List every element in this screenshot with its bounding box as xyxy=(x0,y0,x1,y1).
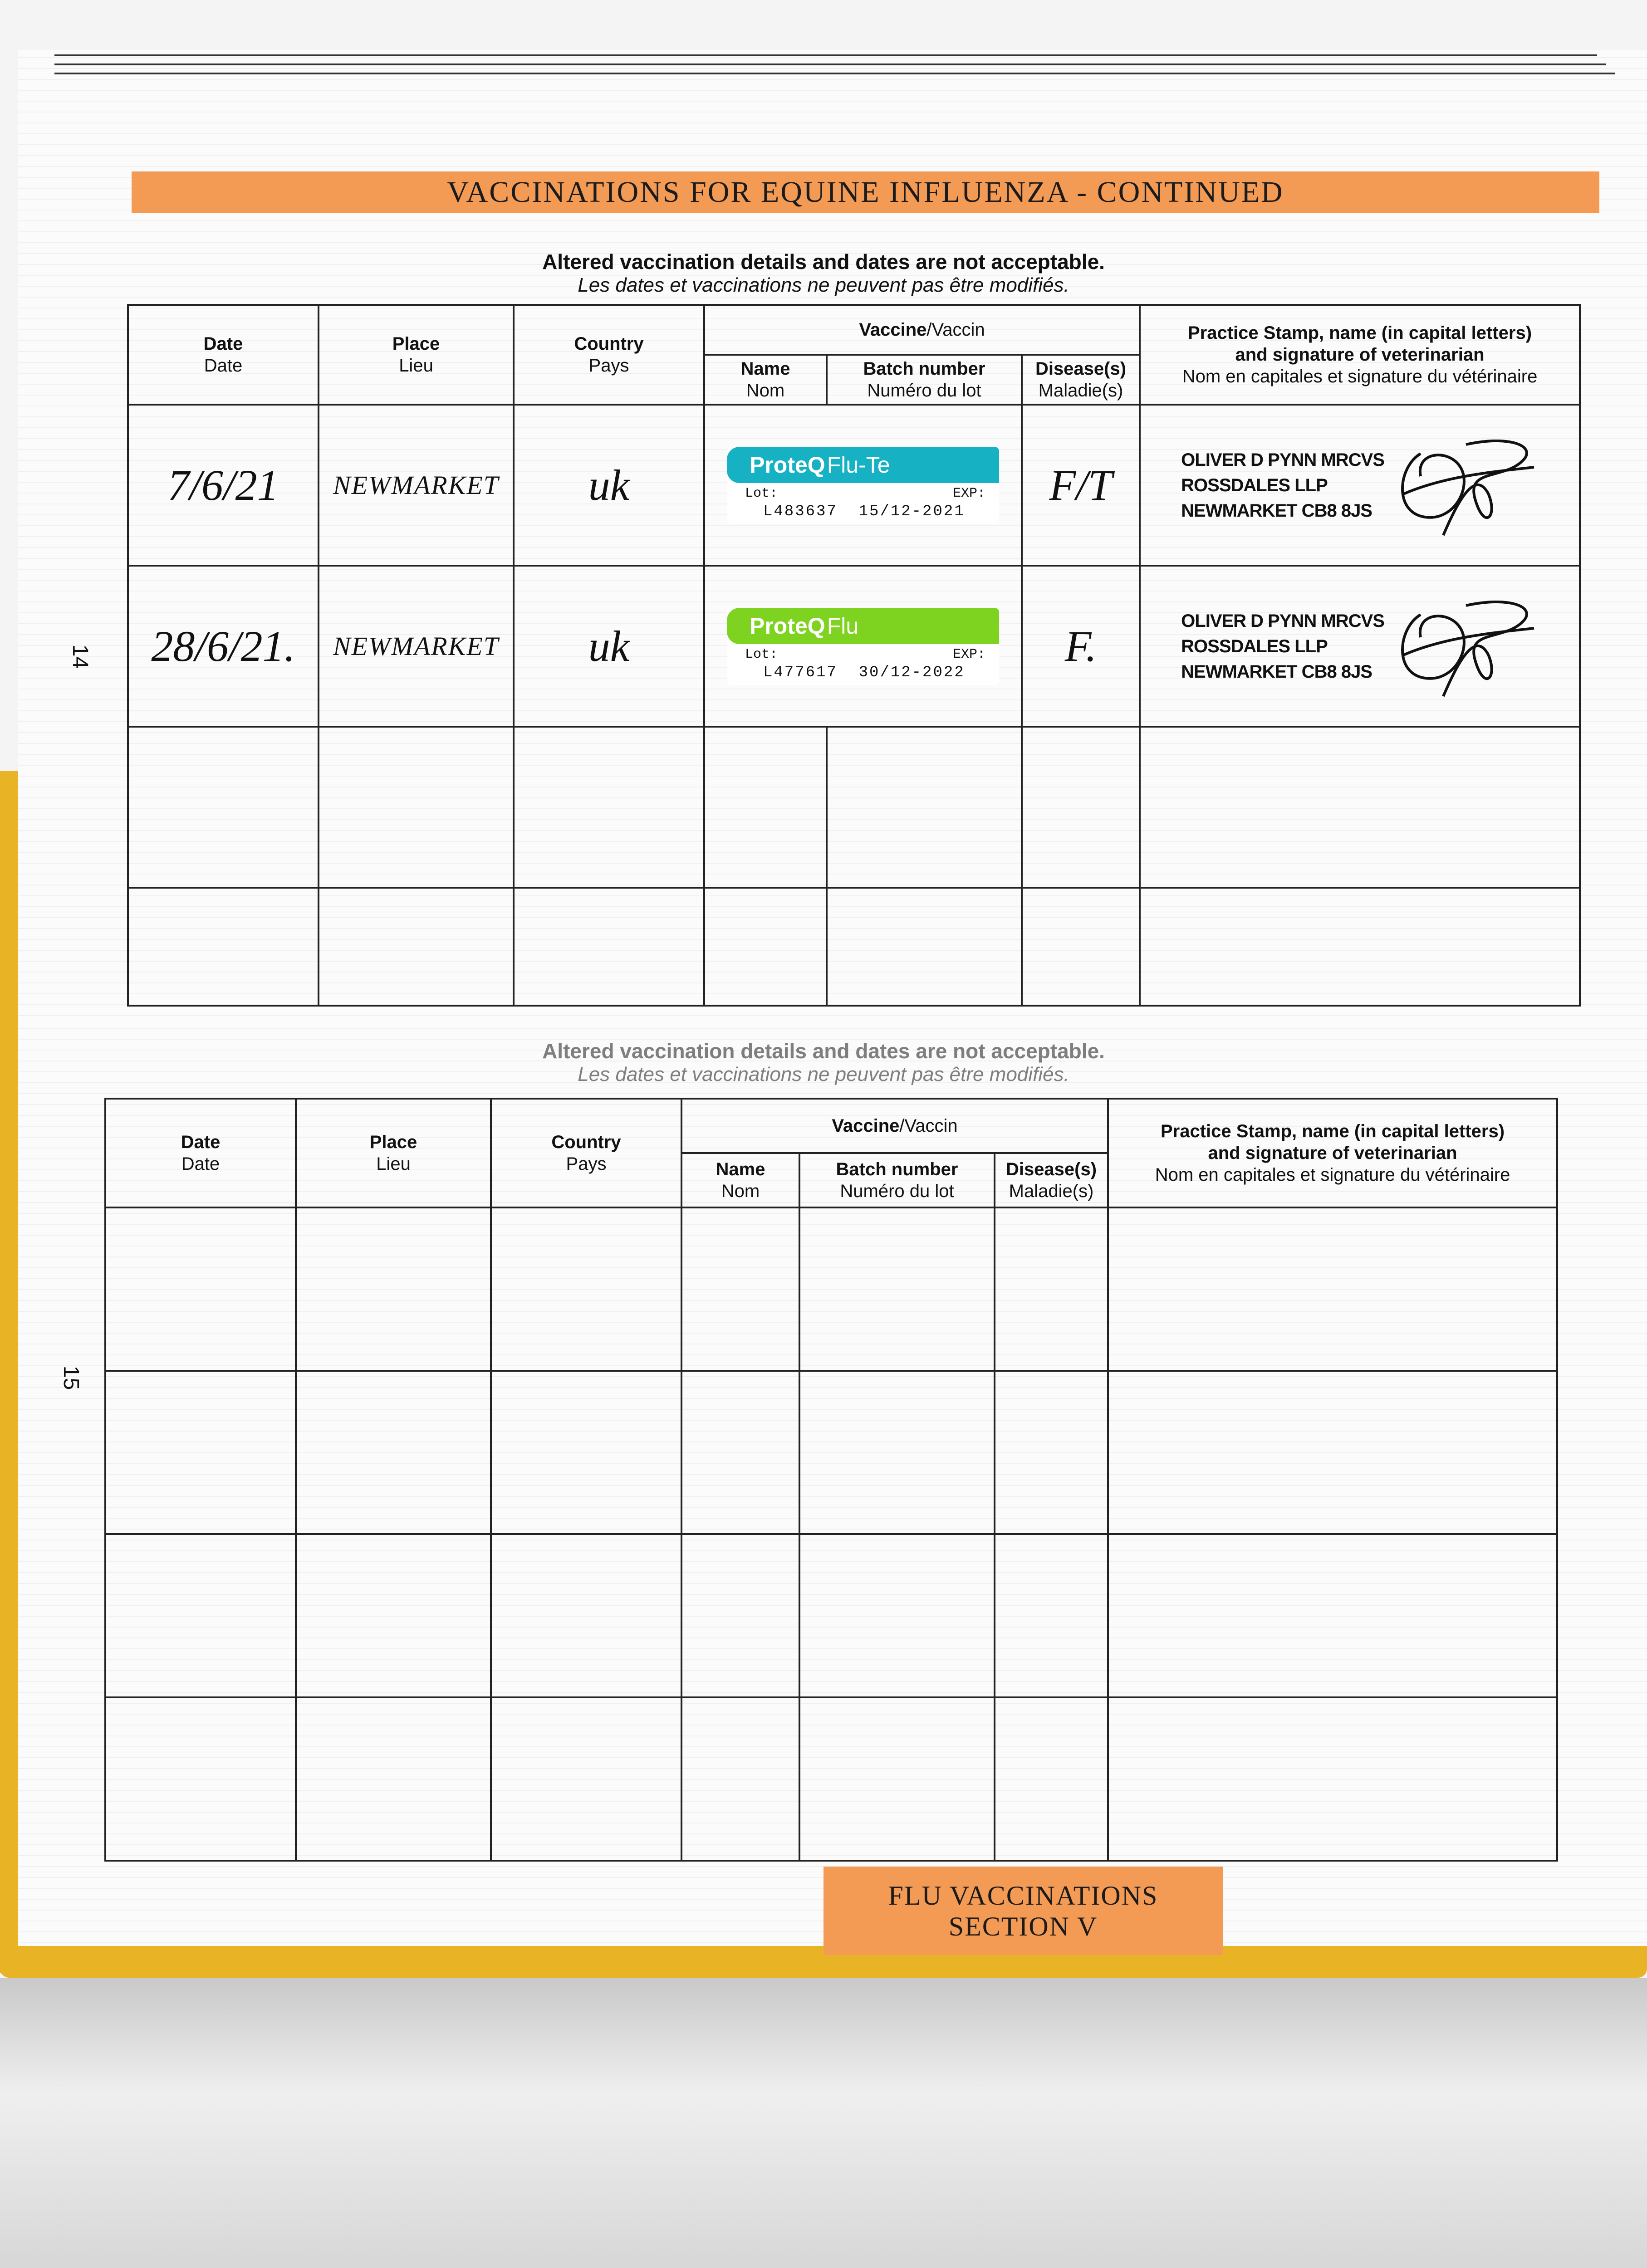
section-footer xyxy=(824,1867,1223,1955)
sticker-brand-strip: ProteQ Flu xyxy=(727,608,999,644)
header-vaccine: Vaccine/Vaccin xyxy=(681,1099,1108,1153)
disease-cell: F. xyxy=(1022,566,1140,727)
table-row-empty xyxy=(105,1207,1557,1371)
header-name: Name Nom xyxy=(681,1153,799,1207)
section-banner xyxy=(132,171,1599,213)
table-row xyxy=(128,405,1580,566)
sticker-brand-strip: ProteQ Flu-Te xyxy=(727,447,999,483)
batch-exp: 30/12-2022 xyxy=(858,664,965,681)
page-number-14: 14 xyxy=(68,644,93,669)
vet-stamp: OLIVER D PYNN MRCVS ROSSDALES LLP NEWMARKET CB8 8JS xyxy=(1181,611,1384,682)
notice-top xyxy=(0,249,1647,297)
sticker-meta: Lot: EXP: L483637 15/12-2021 xyxy=(745,485,985,520)
place-cell: NEWMARKET xyxy=(319,566,514,727)
table-row-empty xyxy=(128,888,1580,1006)
notice-english: Altered vaccination details and dates are not acceptable. xyxy=(542,250,1105,274)
batch-exp: 15/12-2021 xyxy=(858,503,965,520)
country-cell: uk xyxy=(514,405,704,566)
page-number-15: 15 xyxy=(59,1365,83,1390)
vaccination-table-bottom xyxy=(104,1098,1558,1862)
batch-lot: L477617 xyxy=(763,664,838,681)
table-row-empty xyxy=(105,1534,1557,1697)
batch-lot: L483637 xyxy=(763,503,838,520)
notice-english: Altered vaccination details and dates are not acceptable. xyxy=(542,1039,1105,1063)
header-batch: Batch number Numéro du lot xyxy=(827,355,1022,405)
table-row-empty xyxy=(105,1697,1557,1861)
notice-french: Les dates et vaccinations ne peuvent pas être modifiés. xyxy=(578,274,1069,296)
header-country: Country Pays xyxy=(514,305,704,405)
notice-bottom xyxy=(0,1039,1647,1086)
vet-signature xyxy=(1389,426,1539,544)
footer-line-1: FLU VACCINATIONS xyxy=(888,1880,1158,1911)
header-disease: Disease(s) Maladie(s) xyxy=(995,1153,1108,1207)
header-stamp: Practice Stamp, name (in capital letters) and signature of veterinarian Nom en capitales et signature du vétérinaire xyxy=(1108,1099,1557,1207)
stamp-cell xyxy=(1140,405,1580,566)
vet-signature xyxy=(1389,587,1539,705)
section-title: VACCINATIONS FOR EQUINE INFLUENZA - CONTINUED xyxy=(447,176,1284,209)
vaccine-sticker xyxy=(727,447,999,524)
header-place: Place Lieu xyxy=(296,1099,491,1207)
header-disease: Disease(s) Maladie(s) xyxy=(1022,355,1140,405)
header-place: Place Lieu xyxy=(319,305,514,405)
header-stamp: Practice Stamp, name (in capital letters) and signature of veterinarian Nom en capitales et signature du vétérinaire xyxy=(1140,305,1580,405)
vet-stamp: OLIVER D PYNN MRCVS ROSSDALES LLP NEWMARKET CB8 8JS xyxy=(1181,450,1384,521)
table-row-empty xyxy=(105,1371,1557,1534)
binding-line xyxy=(54,73,1615,74)
header-name: Name Nom xyxy=(704,355,827,405)
header-date: Date Date xyxy=(128,305,319,405)
vaccination-table-top xyxy=(127,304,1581,1007)
stamp-cell xyxy=(1140,566,1580,727)
sticker-meta: Lot: EXP: L477617 30/12-2022 xyxy=(745,646,985,681)
date-cell: 28/6/21. xyxy=(128,566,319,727)
date-cell: 7/6/21 xyxy=(128,405,319,566)
header-country: Country Pays xyxy=(491,1099,681,1207)
vaccine-label-cell xyxy=(704,405,1022,566)
table-row xyxy=(128,566,1580,727)
footer-line-2: SECTION V xyxy=(948,1911,1098,1941)
header-batch: Batch number Numéro du lot xyxy=(799,1153,995,1207)
vaccine-sticker xyxy=(727,608,999,685)
notice-french: Les dates et vaccinations ne peuvent pas être modifiés. xyxy=(578,1063,1069,1085)
header-vaccine: Vaccine/Vaccin xyxy=(704,305,1140,355)
binding-line xyxy=(54,54,1597,56)
disease-cell: F/T xyxy=(1022,405,1140,566)
place-cell: NEWMARKET xyxy=(319,405,514,566)
scanner-shadow xyxy=(0,1978,1647,2268)
vaccine-label-cell xyxy=(704,566,1022,727)
country-cell: uk xyxy=(514,566,704,727)
table-row-empty xyxy=(128,727,1580,888)
binding-line xyxy=(54,64,1606,65)
header-date: Date Date xyxy=(105,1099,296,1207)
